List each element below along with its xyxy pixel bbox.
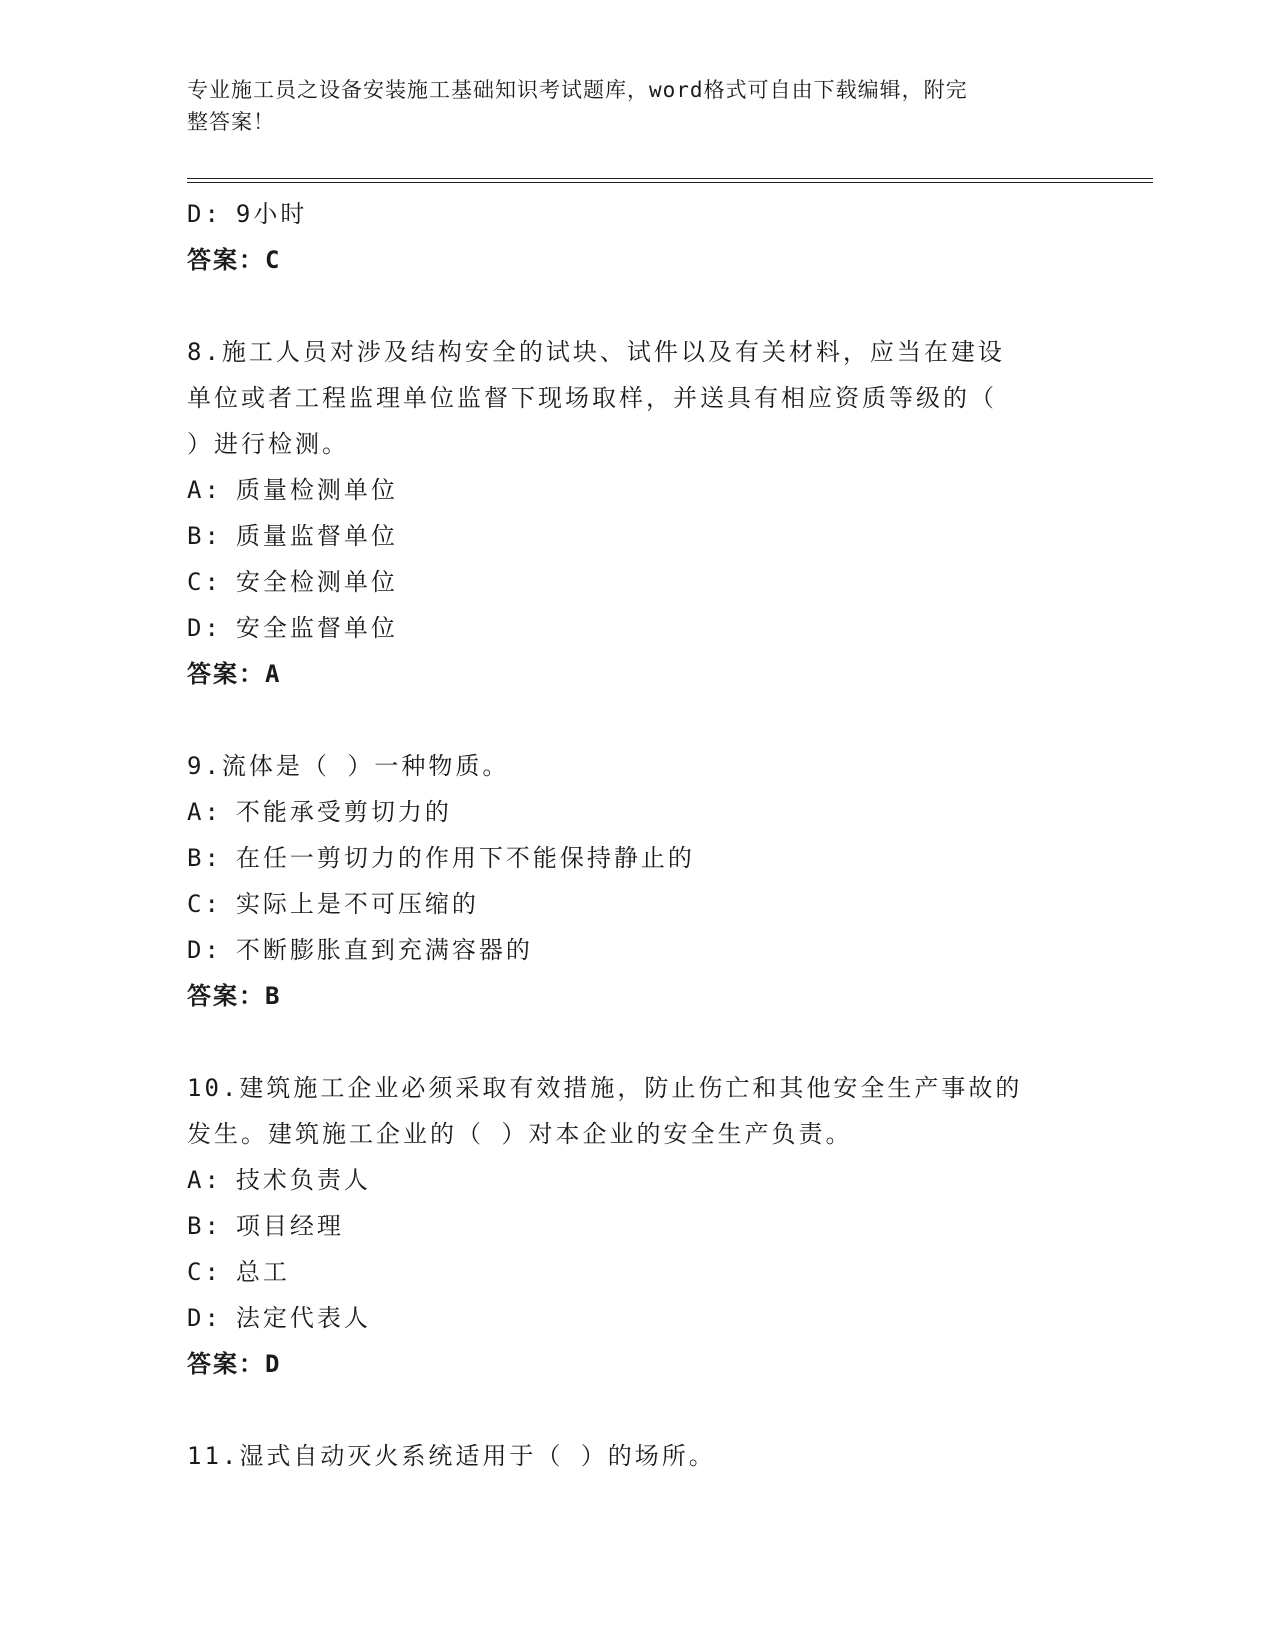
option-text: 在任一剪切力的作用下不能保持静止的	[235, 844, 695, 872]
q10-option-b	[187, 1203, 1087, 1249]
question-10-line-1: 10.建筑施工企业必须采取有效措施，防止伤亡和其他安全生产事故的	[187, 1074, 1023, 1102]
option-label: D:	[187, 936, 222, 964]
option-text: 安全监督单位	[235, 614, 398, 642]
option-text: 安全检测单位	[235, 568, 398, 596]
option-text: 质量监督单位	[235, 522, 398, 550]
question-9	[187, 743, 1067, 789]
question-content	[187, 191, 1087, 1479]
spacer	[187, 283, 1087, 329]
header-line-2: 整答案！	[187, 110, 275, 134]
option-label: C:	[187, 890, 222, 918]
option-text: 法定代表人	[235, 1304, 371, 1332]
question-8-line-3: ）进行检测。	[187, 430, 349, 458]
q10-option-a	[187, 1157, 1087, 1203]
header-rule-top	[187, 178, 1153, 179]
q9-option-c	[187, 881, 1087, 927]
q9-option-a	[187, 789, 1087, 835]
document-header	[187, 74, 1067, 138]
q8-option-c	[187, 559, 1087, 605]
header-rule-bottom	[187, 182, 1153, 183]
option-text: 9小时	[235, 200, 308, 228]
q9-option-b	[187, 835, 1087, 881]
question-10	[187, 1065, 1067, 1157]
question-8	[187, 329, 1067, 467]
option-label: B:	[187, 1212, 222, 1240]
spacer	[187, 1387, 1087, 1433]
option-label: B:	[187, 522, 222, 550]
option-text: 项目经理	[235, 1212, 344, 1240]
option-text: 不断膨胀直到充满容器的	[235, 936, 533, 964]
option-text: 不能承受剪切力的	[235, 798, 452, 826]
q8-option-d	[187, 605, 1087, 651]
option-text: 质量检测单位	[235, 476, 398, 504]
prev-option-d	[187, 191, 1087, 237]
question-11	[187, 1433, 1067, 1479]
option-label: A:	[187, 1166, 222, 1194]
header-line-1: 专业施工员之设备安装施工基础知识考试题库，word格式可自由下载编辑，附完	[187, 78, 968, 102]
q10-option-c	[187, 1249, 1087, 1295]
question-11-line-1: 11.湿式自动灭火系统适用于（ ）的场所。	[187, 1442, 716, 1470]
spacer	[187, 1019, 1087, 1065]
question-8-line-2: 单位或者工程监理单位监督下现场取样，并送具有相应资质等级的（	[187, 384, 997, 412]
spacer	[187, 697, 1087, 743]
q8-option-b	[187, 513, 1087, 559]
q10-option-d	[187, 1295, 1087, 1341]
option-label: D:	[187, 614, 222, 642]
option-text: 实际上是不可压缩的	[235, 890, 479, 918]
q9-answer: 答案：B	[187, 982, 282, 1010]
option-label: D:	[187, 200, 222, 228]
option-label: A:	[187, 476, 222, 504]
option-text: 总工	[235, 1258, 290, 1286]
prev-answer: 答案：C	[187, 246, 282, 274]
option-label: B:	[187, 844, 222, 872]
question-9-line-1: 9.流体是（ ）一种物质。	[187, 752, 510, 780]
option-label: C:	[187, 568, 222, 596]
option-label: D:	[187, 1304, 222, 1332]
option-label: A:	[187, 798, 222, 826]
question-10-line-2: 发生。建筑施工企业的（ ）对本企业的安全生产负责。	[187, 1120, 853, 1148]
q10-answer: 答案：D	[187, 1350, 282, 1378]
question-8-line-1: 8.施工人员对涉及结构安全的试块、试件以及有关材料，应当在建设	[187, 338, 1005, 366]
q8-answer: 答案：A	[187, 660, 282, 688]
option-text: 技术负责人	[235, 1166, 371, 1194]
q9-option-d	[187, 927, 1087, 973]
q8-option-a	[187, 467, 1087, 513]
option-label: C:	[187, 1258, 222, 1286]
